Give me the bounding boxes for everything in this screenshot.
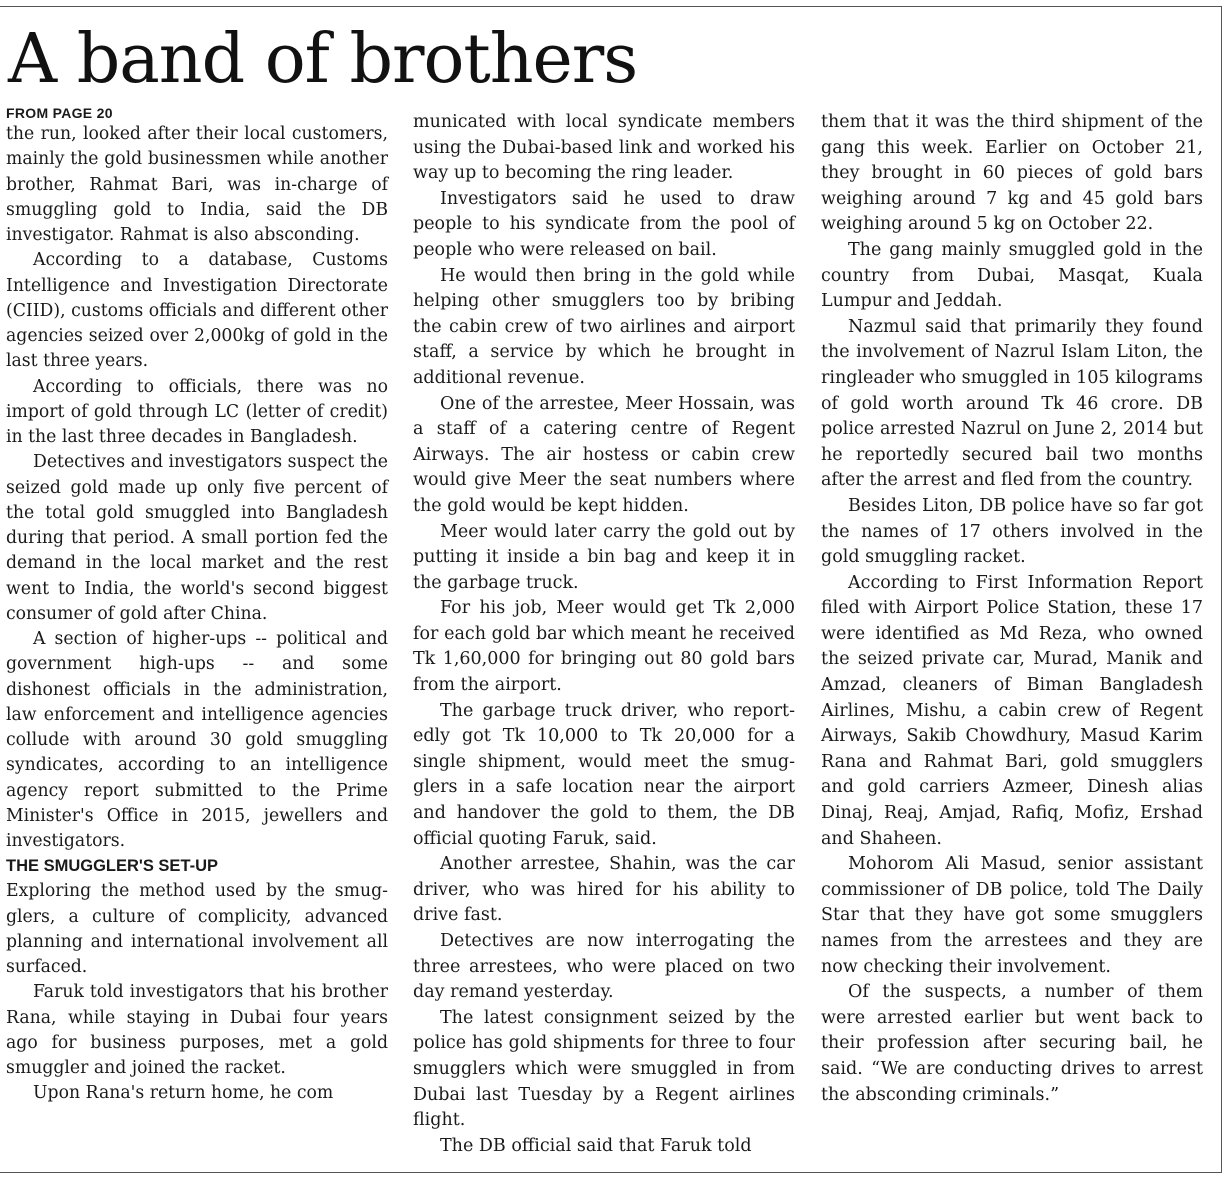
paragraph: For his job, Meer would get Tk 2,000 for each gold bar which meant he received Tk 1,60,000 for bringing out 80 gold bars from the airport. [413,598,795,696]
top-rule [0,6,1222,7]
paragraph: Besides Liton, DB police have so far got the names of 17 others involved in the gold smuggling racket. [821,495,1203,568]
paragraph: The latest consignment seized by the police has gold shipments for three to four smugglers which were smuggled in from Dubai last Tuesday by a Regent airlines flight. [413,1007,795,1131]
paragraph: Investigators said he used to draw people to his syndicate from the pool of people who were released on bail. [413,188,795,260]
article-column-2 [413,110,795,1159]
paragraph: Another arrestee, Shahin, was the car driver, who was hired for his ability to drive fast. [413,854,795,926]
paragraph: According to a database, Customs Intelligence and Investigation Directorate (CIID), customs officials and different other agencies seized over 2,000kg of gold in the last three years. [6,250,388,372]
paragraph: Nazmul said that primarily they found the involvement of Nazrul Islam Liton, the ringleader who smuggled in 105 kilograms of gold worth around Tk 46 crore. DB police arrested Nazrul on June 2, 2014 but he reportedly secured bail two months after the arrest and fled from the country. [821,316,1203,491]
paragraph: Detectives are now interrogating the three arrestees, who were placed on two day remand yesterday. [413,931,795,1003]
kicker: FROM PAGE 20 [6,105,113,121]
paragraph: Detectives and investigators suspect the seized gold made up only five percent of the total gold smuggled into Bangladesh during that period. A small portion fed the demand in the local market and the rest went to India, the world's second biggest consumer of gold after China. [6,452,388,624]
paragraph: Faruk told investigators that his brother Rana, while staying in Dubai four years ago for business purposes, met a gold smuggler and joined the racket. [6,982,388,1078]
paragraph: According to officials, there was no import of gold through LC (letter of credit) in the last three decades in Bangladesh. [6,376,388,447]
bottom-rule [0,1172,1222,1173]
paragraph: Of the suspects, a number of them were arrested earlier but went back to their profession after securing bail, he said. “We are conducting drives to arrest the absconding criminals.” [821,982,1203,1105]
paragraph: One of the arrestee, Meer Hossain, was a staff of a catering centre of Regent Airways. The air hostess or cabin crew would give Meer the seat numbers where the gold would be kept hidden. [413,393,795,516]
subheading: THE SMUGGLER'S SET-UP [6,857,219,876]
headline: A band of brothers [8,20,638,99]
paragraph: A section of higher-ups -- political and government high-ups -- and some dishonest officials in the administration, law enforcement and intelligence agencies collude with around 30 gold smuggling syndicates, according to an intelligence agency report submitted to the Prime Minister's Office in 2015, jewellers and investigators. [6,629,388,851]
paragraph: Mohorom Ali Masud, senior assistant commissioner of DB police, told The Daily Star that they have got some smugglers names from the arrestees and they are now checking their involvement. [821,854,1203,977]
right-rule [1221,6,1222,1172]
paragraph: According to First Information Report filed with Airport Police Station, these 17 were identified as Md Reza, who owned the seized private car, Murad, Manik and Amzad, cleaners of Biman Bangladesh Airlines, Mishu, a cabin crew of Regent Airways, Sakib Chowdhury, Masud Karim Rana and Rahmat Bari, gold smugglers and gold carriers Azmeer, Dinesh alias Dinaj, Reaj, Amjad, Rafiq, Mofiz, Ershad and Shaheen. [821,572,1203,849]
paragraph: Meer would later carry the gold out by putting it inside a bin bag and keep it in the garbage truck. [413,521,795,593]
paragraph: The DB official said that Faruk told [440,1135,752,1156]
paragraph: Exploring the method used by the smugglers, a culture of complicity, advanced planning and international involvement all surfaced. [6,881,388,977]
paragraph: them that it was the third shipment of the gang this week. Earlier on October 21, they brought in 60 pieces of gold bars weighing around 7 kg and 45 gold bars weighing around 5 kg on October 22. [821,112,1203,235]
paragraph: municated with local syndicate members using the Dubai-based link and worked his way up to becoming the ring leader. [413,112,795,184]
article-column-1 [6,104,388,1107]
paragraph: The gang mainly smuggled gold in the country from Dubai, Masqat, Kuala Lumpur and Jeddah. [821,239,1203,312]
paragraph: He would then bring in the gold while helping other smugglers too by bribing the cabin crew of two airlines and airport staff, a service by which he brought in additional revenue. [413,265,795,388]
paragraph: Upon Rana's return home, he com [33,1083,334,1104]
paragraph: the run, looked after their local customers, mainly the gold businessmen while another brother, Rahmat Bari, was in-charge of smuggling gold to India, said the DB investigator. Rahmat is also absconding. [6,124,388,245]
article-column-3 [821,110,1203,1108]
paragraph: The garbage truck driver, who reportedly got Tk 10,000 to Tk 20,000 for a single shipment, would meet the smugglers in a safe location near the airport and handover the gold to them, the DB official quoting Faruk, said. [413,700,795,849]
